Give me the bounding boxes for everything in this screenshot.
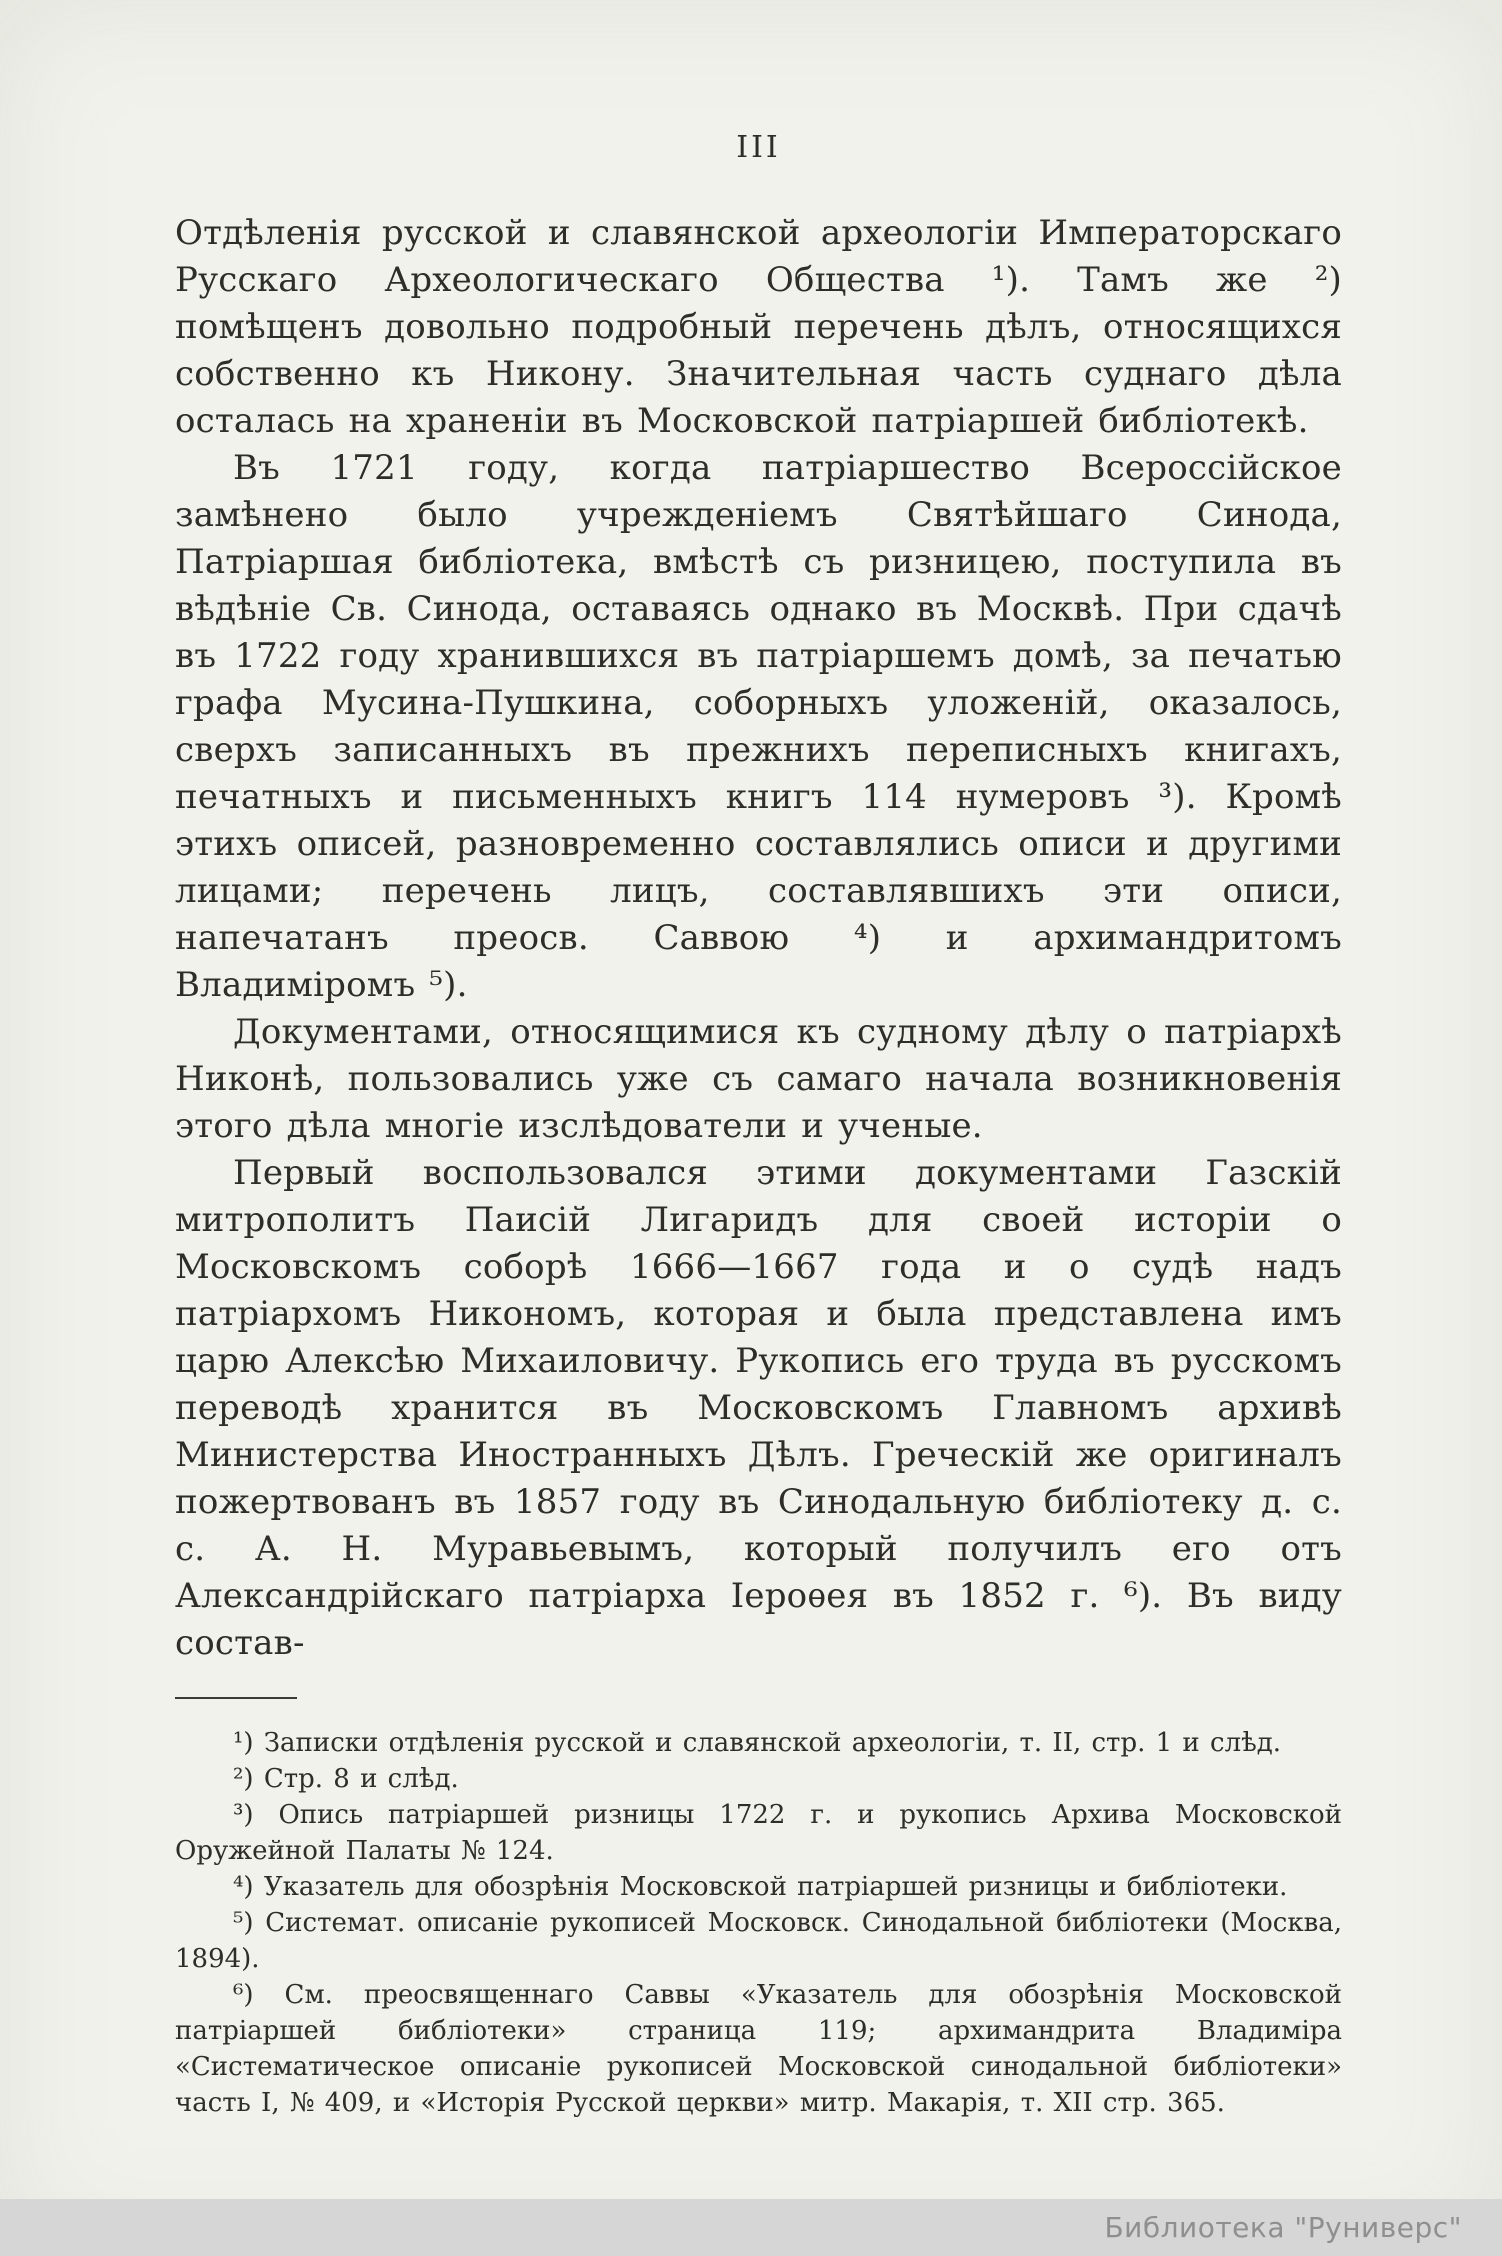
footnote: ⁶) См. преосвященнаго Саввы «Указатель для обозрѣнія Московской патріаршей библіотеки» страница 119; архимандрита Владиміра «Систематическое описаніе рукописей Московской синодальной библіотеки» часть I, № 409, и «Исторія Русской церкви» митр. Макарія, т. XII стр. 365. (175, 1980, 1342, 2118)
footnotes-section (175, 1725, 1342, 2121)
page-number: III (736, 130, 781, 165)
footnote: ¹) Записки отдѣленія русской и славянской археологіи, т. II, стр. 1 и слѣд. (233, 1728, 1282, 1758)
footnote: ⁵) Системат. описаніе рукописей Московск. Синодальной библіотеки (Москва, 1894). (175, 1908, 1342, 1974)
body-paragraph: Документами, относящимися къ судному дѣлу о патріархѣ Никонѣ, пользовались уже съ самаго начала возникновенія этого дѣла многіе изслѣдователи и ученые. (175, 1012, 1342, 1146)
body-paragraph: Первый воспользовался этими документами Газскій митрополитъ Паисій Лигаридъ для своей исторіи о Московскомъ соборѣ 1666—1667 года и о судѣ надъ патріархомъ Никономъ, которая и была представлена имъ царю Алексѣю Михаиловичу. Рукопись его труда въ русскомъ переводѣ хранится въ Московскомъ Главномъ архивѣ Министерства Иностранныхъ Дѣлъ. Греческій же оригиналъ пожертвованъ въ 1857 году въ Синодальную библіотеку д. с. с. А. Н. Муравьевымъ, который получилъ его отъ Александрійскаго патріарха Іероѳея въ 1852 г. ⁶). Въ виду состав- (175, 1153, 1342, 1663)
footnote: ²) Стр. 8 и слѣд. (233, 1764, 459, 1794)
watermark-band (0, 2199, 1502, 2256)
body-paragraph: Въ 1721 году, когда патріаршество Всероссійское замѣнено было учрежденіемъ Святѣйшаго Синода, Патріаршая библіотека, вмѣстѣ съ ризницею, поступила въ вѣдѣніе Св. Синода, оставаясь однако въ Москвѣ. При сдачѣ въ 1722 году хранившихся въ патріаршемъ домѣ, за печатью графа Мусина-Пушкина, соборныхъ уложеній, оказалось, сверхъ записанныхъ въ прежнихъ переписныхъ книгахъ, печатныхъ и письменныхъ книгъ 114 нумеровъ ³). Кромѣ этихъ описей, разновременно составлялись описи и другими лицами; перечень лицъ, составлявшихъ эти описи, напечатанъ преосв. Саввою ⁴) и архимандритомъ Владиміромъ ⁵). (175, 448, 1342, 1005)
footnote: ⁴) Указатель для обозрѣнія Московской патріаршей ризницы и библіотеки. (233, 1872, 1288, 1902)
text-block (175, 210, 1342, 2121)
footnote: ³) Опись патріаршей ризницы 1722 г. и рукопись Архива Московской Оружейной Палаты № 124. (175, 1800, 1342, 1866)
footnote-separator-rule (175, 1697, 297, 1699)
watermark-text: Библиотека "Руниверс" (1104, 2211, 1462, 2244)
body-paragraph: Отдѣленія русской и славянской археологіи Императорскаго Русскаго Археологическаго Общества ¹). Тамъ же ²) помѣщенъ довольно подробный перечень дѣлъ, относящихся собственно къ Никону. Значительная часть суднаго дѣла осталась на храненіи въ Московской патріаршей библіотекѣ. (175, 213, 1342, 441)
